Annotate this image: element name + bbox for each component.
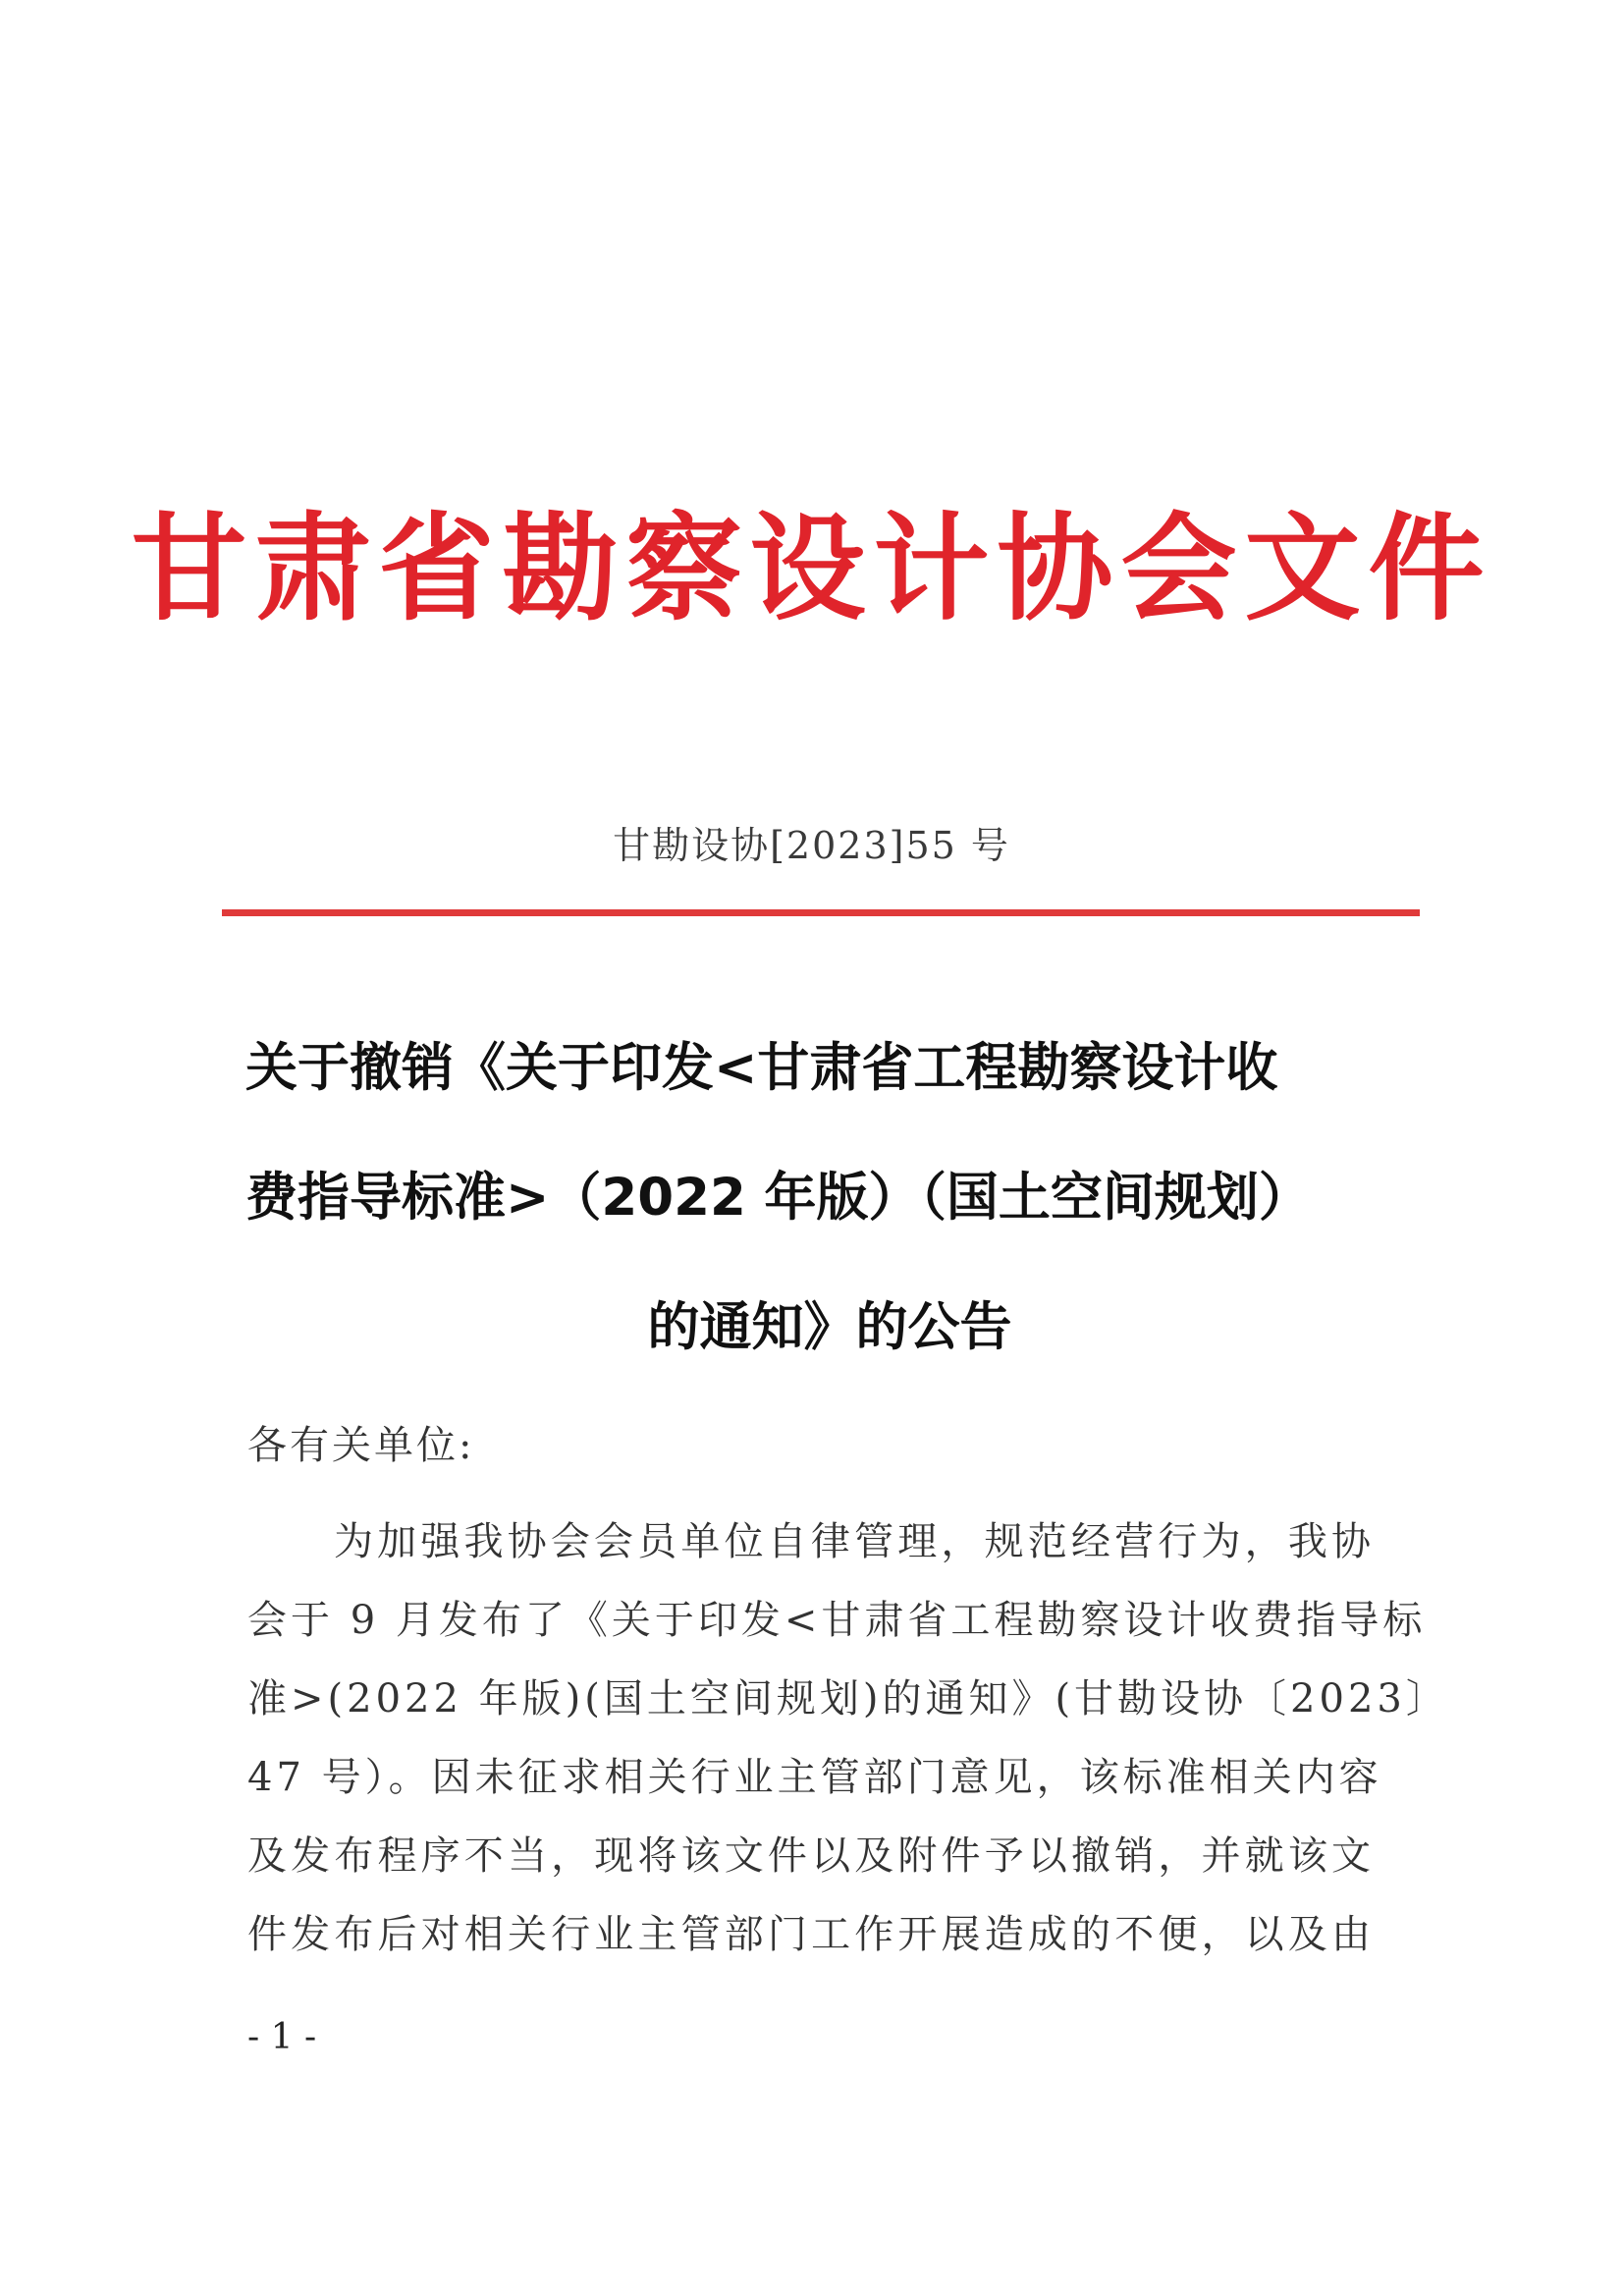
body-line: 47 号）。因未征求相关行业主管部门意见，该标准相关内容 [247, 1755, 1382, 1800]
header-divider-line [222, 909, 1420, 916]
notice-title-line: 费指导标准>（2022 年版）（国土空间规划） [245, 1168, 1311, 1228]
body-paragraph [247, 1503, 1449, 1974]
page-number: - 1 - [247, 2017, 317, 2057]
notice-title-line: 关于撤销《关于印发<甘肃省工程勘察设计收 [245, 1038, 1278, 1098]
body-line: 及发布程序不当，现将该文件以及附件予以撤销，并就该文 [247, 1833, 1375, 1879]
notice-title [245, 1004, 1414, 1393]
document-number: 甘勘设协[2023]55 号 [613, 824, 1010, 867]
document-header-title: 甘肃省勘察设计协会文件 [131, 500, 1492, 636]
body-line: 件发布后对相关行业主管部门工作开展造成的不便，以及由 [247, 1912, 1375, 1957]
body-line: 会于 9 月发布了《关于印发<甘肃省工程勘察设计收费指导标 [247, 1598, 1427, 1643]
notice-title-line: 的通知》的公告 [647, 1297, 1012, 1357]
salutation: 各有关单位: [247, 1423, 475, 1468]
body-line: 为加强我协会会员单位自律管理，规范经营行为，我协 [334, 1519, 1375, 1564]
body-line: 准>(2022 年版)(国土空间规划)的通知》(甘勘设协〔2023〕 [247, 1676, 1449, 1722]
